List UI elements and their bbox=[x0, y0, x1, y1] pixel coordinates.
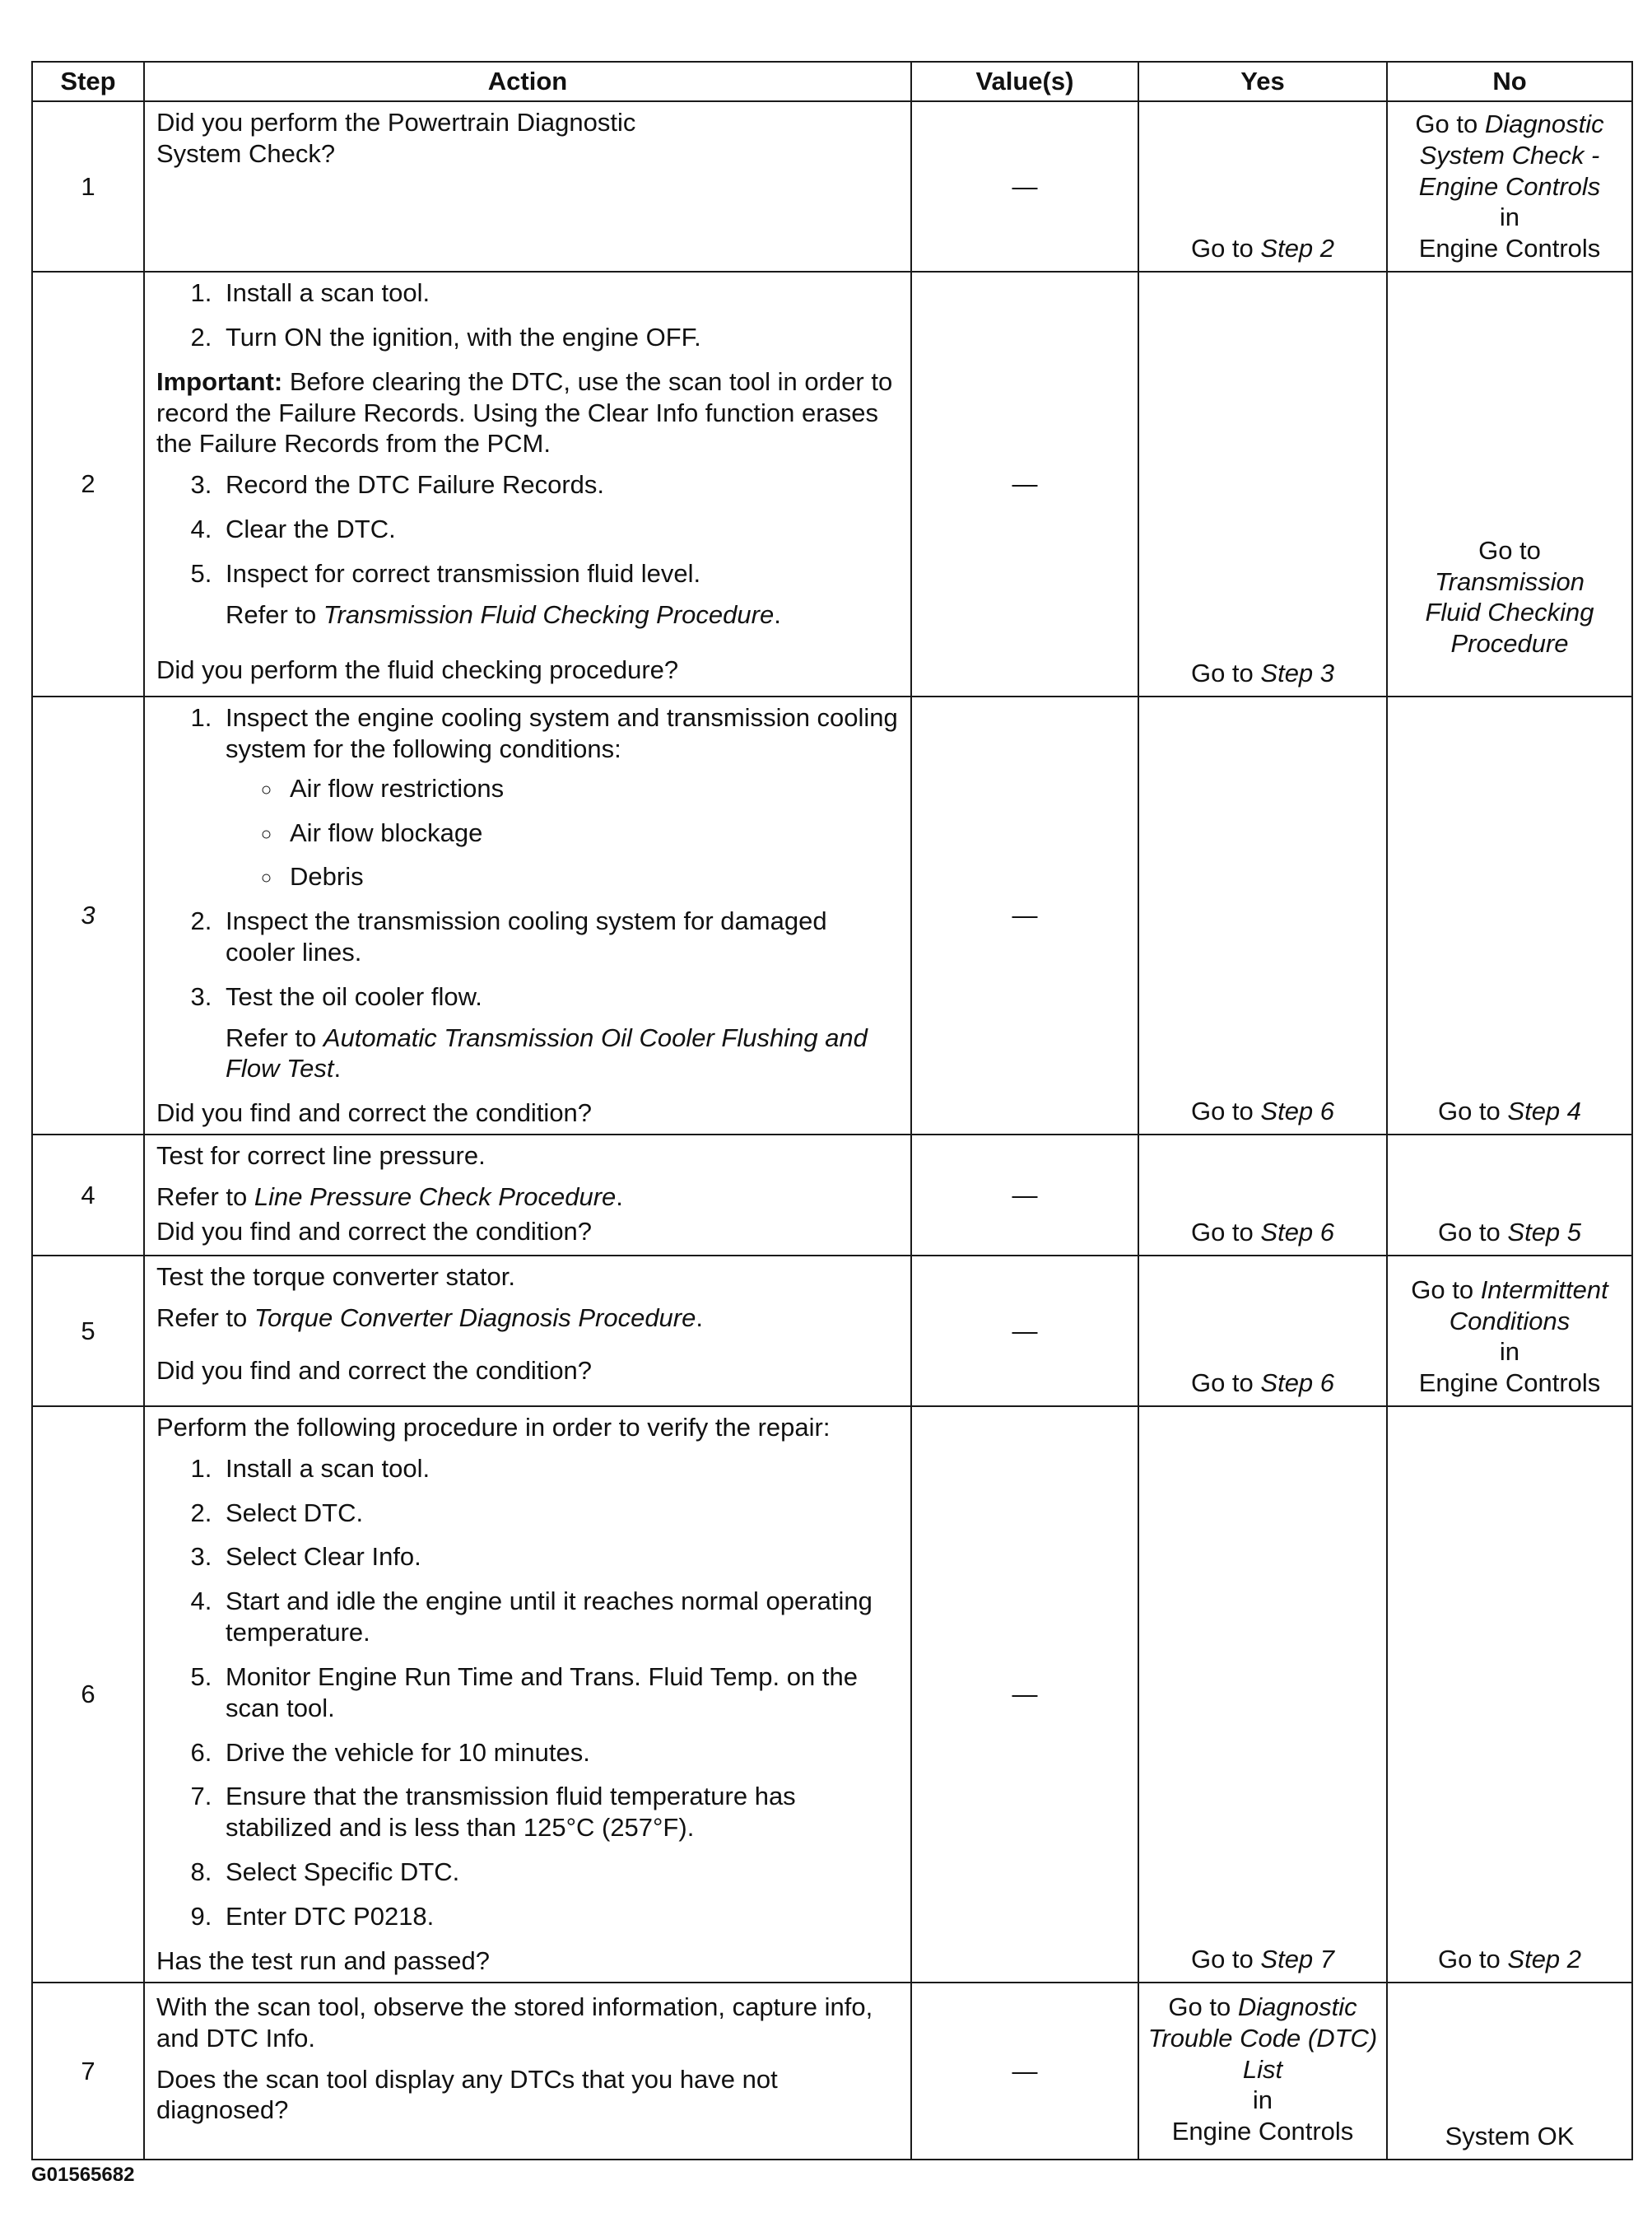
action-text: Test the torque converter stator. bbox=[156, 1262, 515, 1291]
no-in: in bbox=[1499, 1337, 1520, 1367]
list-item: ◦ Air flow blockage bbox=[283, 818, 899, 849]
list-item-text: Inspect the engine cooling system and transmission cooling system for the following conditions: bbox=[226, 703, 898, 763]
action-cell bbox=[144, 1256, 911, 1406]
refer-link[interactable]: Torque Converter Diagnosis Procedure bbox=[254, 1302, 696, 1332]
procedure-list bbox=[156, 469, 899, 630]
list-item bbox=[219, 702, 899, 892]
list-item-text: Test the oil cooler flow. bbox=[226, 981, 482, 1011]
no-step-link[interactable]: Step 4 bbox=[1507, 1097, 1582, 1126]
list-item: 4. Clear the DTC. bbox=[219, 514, 899, 545]
yes-cell bbox=[1138, 1983, 1387, 2160]
no-cell bbox=[1387, 1256, 1632, 1406]
action-cell bbox=[144, 272, 911, 697]
yes-step-link[interactable]: Step 2 bbox=[1260, 234, 1335, 263]
step-number: 2 bbox=[32, 272, 144, 697]
table-row bbox=[32, 1983, 1632, 2160]
step-number: 1 bbox=[32, 101, 144, 272]
step-number: 4 bbox=[32, 1135, 144, 1256]
value-cell: — bbox=[911, 1406, 1138, 1983]
list-item: ◦ Air flow restrictions bbox=[283, 773, 899, 804]
list-item: 8. Select Specific DTC. bbox=[219, 1857, 899, 1888]
no-suffix: Engine Controls bbox=[1418, 234, 1601, 263]
refer-link[interactable]: Automatic Transmission Oil Cooler Flushing and Flow Test bbox=[226, 1023, 868, 1083]
refer-suffix: . bbox=[616, 1181, 623, 1211]
refer-prefix: Refer to bbox=[156, 1181, 254, 1211]
refer-line bbox=[226, 1023, 899, 1085]
yes-step-link[interactable]: Step 6 bbox=[1260, 1218, 1335, 1247]
action-cell bbox=[144, 1983, 911, 2160]
list-item: 2. Select DTC. bbox=[219, 1498, 899, 1529]
refer-link[interactable]: Line Pressure Check Procedure bbox=[254, 1181, 617, 1211]
no-cell bbox=[1387, 697, 1632, 1135]
value-cell: — bbox=[911, 1256, 1138, 1406]
procedure-list bbox=[156, 702, 899, 1084]
table-row bbox=[32, 1135, 1632, 1256]
value-cell: — bbox=[911, 697, 1138, 1135]
refer-suffix: . bbox=[696, 1302, 703, 1332]
list-item bbox=[219, 981, 899, 1084]
table-row bbox=[32, 272, 1632, 697]
refer-prefix: Refer to bbox=[156, 1302, 254, 1332]
no-ref-link[interactable]: Diagnostic System Check - Engine Controls bbox=[1418, 110, 1604, 201]
header-row bbox=[32, 62, 1632, 101]
no-step-link[interactable]: Step 5 bbox=[1507, 1218, 1582, 1247]
yes-cell bbox=[1138, 1406, 1387, 1983]
value-cell: — bbox=[911, 1135, 1138, 1256]
action-text: Test for correct line pressure. bbox=[156, 1141, 486, 1170]
yes-cell bbox=[1138, 272, 1387, 697]
condition-list bbox=[226, 773, 899, 892]
action-cell bbox=[144, 1406, 911, 1983]
table-row bbox=[32, 697, 1632, 1135]
important-label: Important: bbox=[156, 366, 283, 396]
important-note bbox=[156, 366, 899, 459]
yes-prefix: Go to bbox=[1190, 659, 1261, 688]
no-prefix: Go to bbox=[1437, 1945, 1508, 1974]
yes-cell bbox=[1138, 697, 1387, 1135]
figure-code: G01565682 bbox=[31, 2164, 135, 2186]
list-item-text: Inspect for correct transmission fluid level. bbox=[226, 558, 701, 588]
action-cell bbox=[144, 1135, 911, 1256]
list-item bbox=[219, 558, 899, 631]
refer-prefix: Refer to bbox=[226, 1023, 323, 1052]
question-text: Did you find and correct the condition? bbox=[156, 1216, 593, 1246]
important-text: Before clearing the DTC, use the scan tool in order to record the Failure Records. Using the Clear Info function erases the Failure Records from the PCM. bbox=[156, 366, 893, 459]
no-prefix: Go to bbox=[1411, 1274, 1481, 1304]
table-row bbox=[32, 1256, 1632, 1406]
refer-line bbox=[156, 1181, 899, 1213]
refer-prefix: Refer to bbox=[226, 599, 323, 629]
refer-line bbox=[226, 599, 899, 631]
yes-prefix: Go to bbox=[1190, 1097, 1261, 1126]
header-yes: Yes bbox=[1138, 62, 1387, 101]
list-item: 6. Drive the vehicle for 10 minutes. bbox=[219, 1737, 899, 1768]
yes-step-link[interactable]: Step 7 bbox=[1260, 1945, 1335, 1974]
yes-prefix: Go to bbox=[1190, 1945, 1261, 1974]
question-text: Did you perform the fluid checking procedure? bbox=[156, 655, 679, 685]
yes-prefix: Go to bbox=[1190, 1368, 1261, 1398]
step-number: 5 bbox=[32, 1256, 144, 1406]
list-item: 2. Inspect the transmission cooling system for damaged cooler lines. bbox=[219, 906, 899, 968]
value-cell: — bbox=[911, 1983, 1138, 2160]
header-values: Value(s) bbox=[911, 62, 1138, 101]
no-prefix: Go to bbox=[1415, 110, 1485, 138]
refer-line bbox=[156, 1302, 899, 1334]
list-item: 3. Select Clear Info. bbox=[219, 1541, 899, 1573]
question-text: Did you find and correct the condition? bbox=[156, 1355, 593, 1385]
no-step-link[interactable]: Step 2 bbox=[1507, 1945, 1582, 1974]
list-item: 9. Enter DTC P0218. bbox=[219, 1901, 899, 1932]
action-cell bbox=[144, 101, 911, 272]
header-action: Action bbox=[144, 62, 911, 101]
list-item: 7. Ensure that the transmission fluid temperature has stabilized and is less than 125°C (257°F). bbox=[219, 1781, 899, 1843]
yes-step-link[interactable]: Step 6 bbox=[1260, 1368, 1335, 1398]
yes-ref-link[interactable]: Diagnostic Trouble Code (DTC) List bbox=[1147, 1992, 1378, 2084]
refer-link[interactable]: Transmission Fluid Checking Procedure bbox=[323, 599, 775, 629]
question-text: Did you find and correct the condition? bbox=[156, 1098, 593, 1128]
list-item: ◦ Debris bbox=[283, 861, 899, 892]
yes-prefix: Go to bbox=[1168, 1992, 1238, 2021]
question-text: Has the test run and passed? bbox=[156, 1945, 490, 1975]
action-cell bbox=[144, 697, 911, 1135]
yes-cell bbox=[1138, 101, 1387, 272]
yes-prefix: Go to bbox=[1190, 234, 1261, 263]
no-cell bbox=[1387, 1406, 1632, 1983]
action-text: With the scan tool, observe the stored information, capture info, and DTC Info. bbox=[156, 1992, 873, 2053]
table-row bbox=[32, 1406, 1632, 1983]
no-cell bbox=[1387, 101, 1632, 272]
yes-in: in bbox=[1252, 2085, 1273, 2115]
no-ref-link[interactable]: Intermittent Conditions bbox=[1449, 1274, 1608, 1335]
step-number: 6 bbox=[32, 1406, 144, 1983]
procedure-list bbox=[156, 1453, 899, 1932]
no-in: in bbox=[1499, 203, 1520, 232]
refer-suffix: . bbox=[774, 599, 781, 629]
no-prefix: Go to bbox=[1437, 1218, 1508, 1247]
intro-text: Perform the following procedure in order to verify the repair: bbox=[156, 1413, 831, 1442]
yes-suffix: Engine Controls bbox=[1171, 2117, 1354, 2146]
no-ref-link[interactable]: Transmission Fluid Checking Procedure bbox=[1425, 566, 1594, 659]
question-text: Did you perform the Powertrain Diagnostic System Check? bbox=[156, 108, 636, 168]
no-cell: System OK bbox=[1387, 1983, 1632, 2160]
yes-cell bbox=[1138, 1135, 1387, 1256]
yes-prefix: Go to bbox=[1190, 1218, 1261, 1247]
refer-suffix: . bbox=[333, 1054, 342, 1083]
list-item: 5. Monitor Engine Run Time and Trans. Fluid Temp. on the scan tool. bbox=[219, 1661, 899, 1724]
no-suffix: Engine Controls bbox=[1418, 1368, 1601, 1398]
list-item: 4. Start and idle the engine until it reaches normal operating temperature. bbox=[219, 1586, 899, 1648]
procedure-list bbox=[156, 277, 899, 353]
list-item: 3. Record the DTC Failure Records. bbox=[219, 469, 899, 501]
list-item: 2. Turn ON the ignition, with the engine OFF. bbox=[219, 322, 899, 353]
diagnostic-table bbox=[31, 61, 1633, 2160]
yes-cell bbox=[1138, 1256, 1387, 1406]
yes-step-link[interactable]: Step 6 bbox=[1260, 1097, 1335, 1126]
step-number: 3 bbox=[32, 697, 144, 1135]
value-cell: — bbox=[911, 101, 1138, 272]
question-text: Does the scan tool display any DTCs that you have not diagnosed? bbox=[156, 2064, 778, 2125]
yes-step-link[interactable]: Step 3 bbox=[1260, 659, 1335, 688]
list-item: 1. Install a scan tool. bbox=[219, 1453, 899, 1484]
value-cell: — bbox=[911, 272, 1138, 697]
step-number: 7 bbox=[32, 1983, 144, 2160]
no-cell bbox=[1387, 272, 1632, 697]
table-row bbox=[32, 101, 1632, 272]
no-prefix: Go to bbox=[1437, 1097, 1508, 1126]
header-no: No bbox=[1387, 62, 1632, 101]
list-item: 1. Install a scan tool. bbox=[219, 277, 899, 309]
no-prefix: Go to bbox=[1478, 535, 1541, 565]
no-cell bbox=[1387, 1135, 1632, 1256]
header-step: Step bbox=[32, 62, 144, 101]
